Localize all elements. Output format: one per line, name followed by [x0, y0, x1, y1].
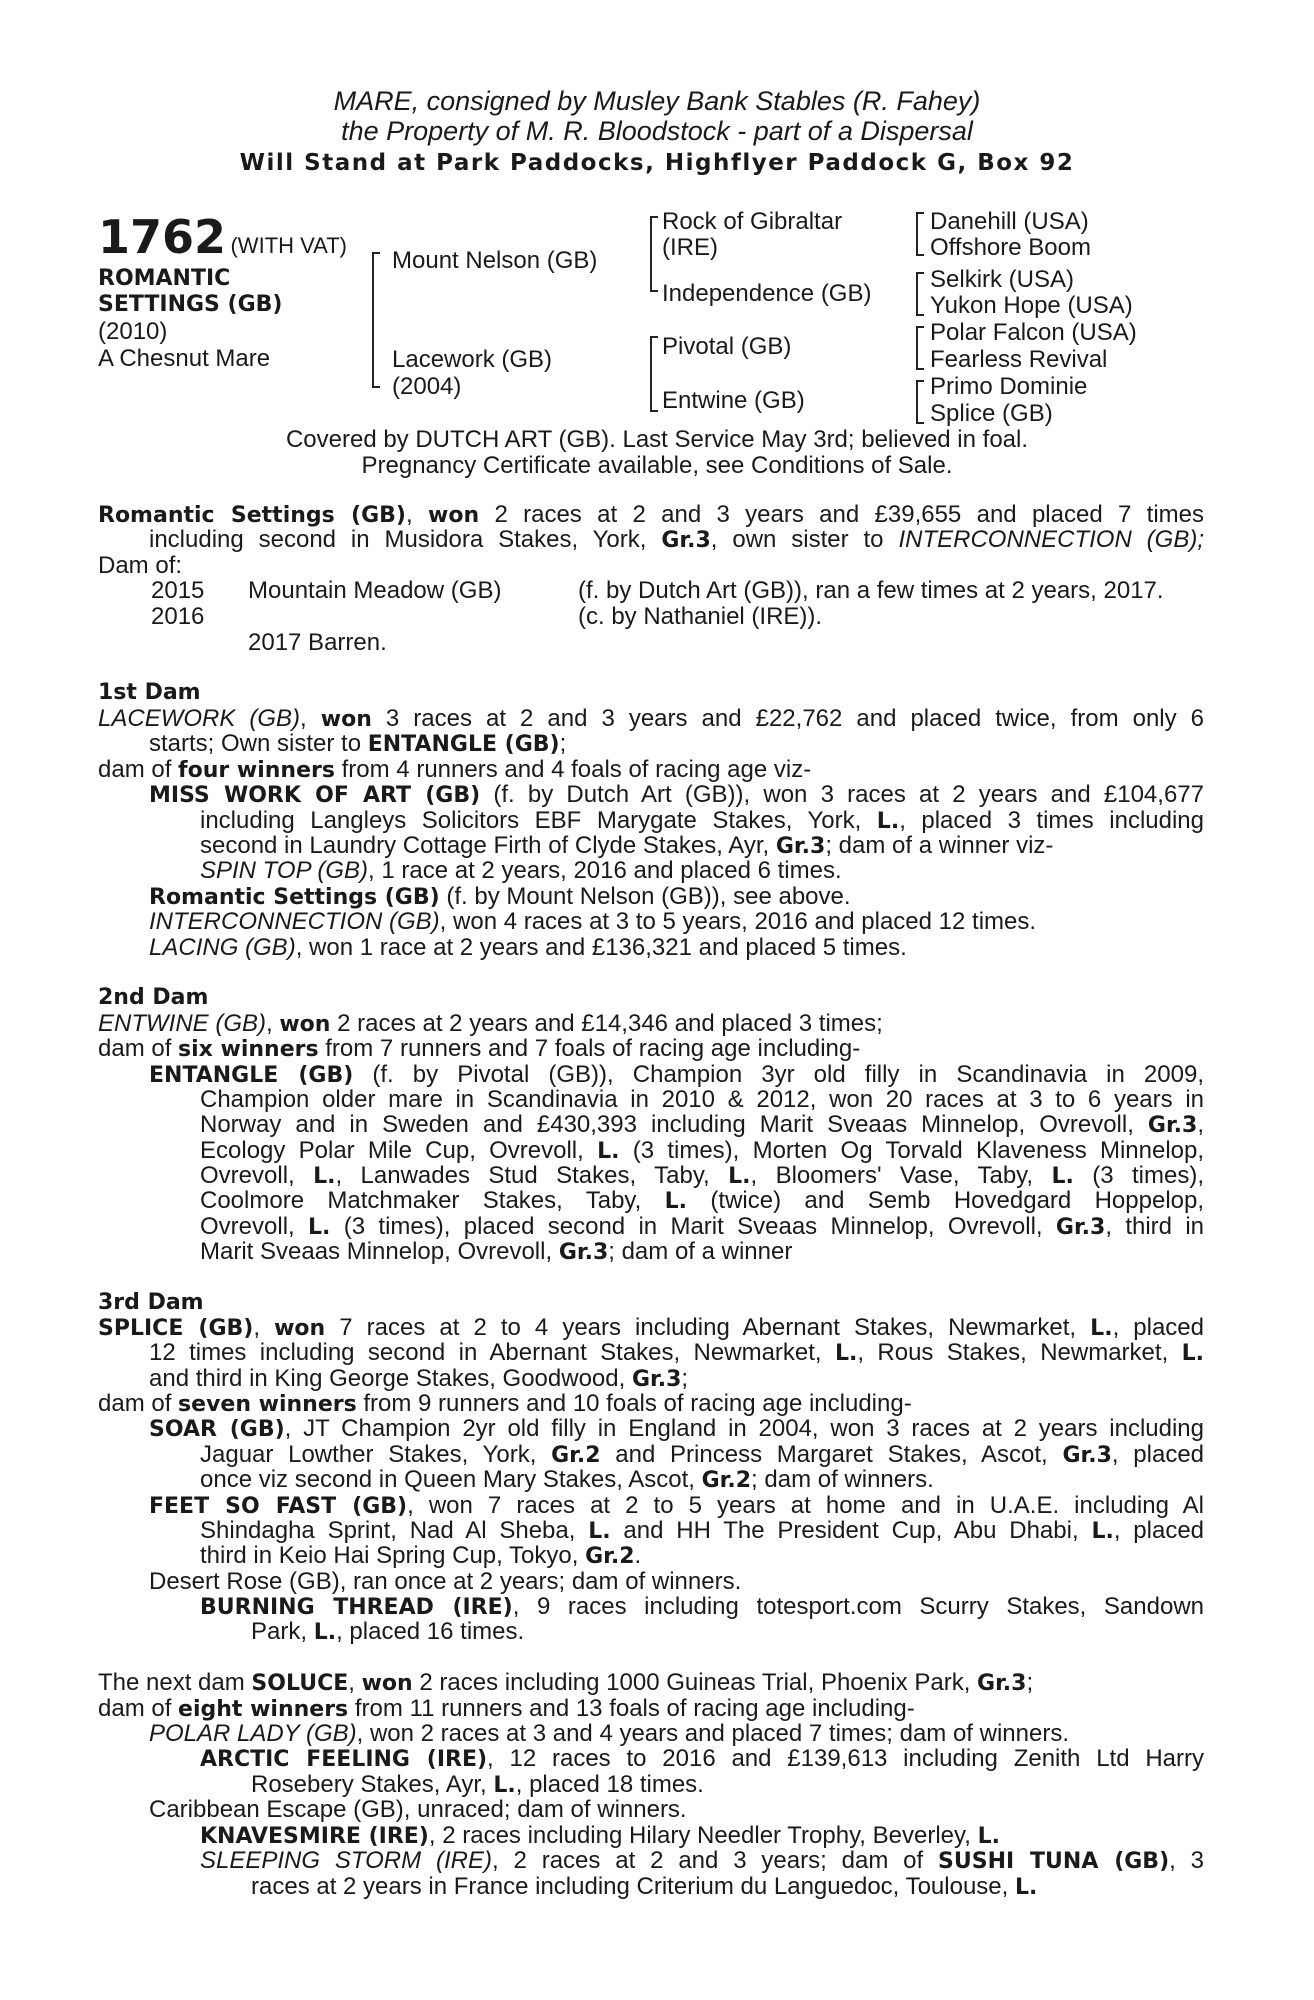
pedigree-brace-3b — [916, 272, 918, 316]
punct: ; — [1026, 1669, 1034, 1696]
grade-bold: Gr.3 — [558, 1240, 609, 1265]
pedigree-g8: Splice (GB) — [930, 400, 1053, 427]
listed-bold: L. — [876, 809, 900, 834]
next-text: , placed 18 times. — [515, 1771, 704, 1798]
winners-bold: six winners — [178, 1037, 319, 1062]
won-bold: won — [428, 503, 480, 528]
punct: , — [253, 1314, 260, 1341]
listed-bold: L. — [1091, 1519, 1114, 1544]
pedigree-sire-sire-line1: Rock of Gibraltar — [662, 208, 843, 235]
produce-year: 2016 — [151, 603, 205, 630]
dam2-text: Coolmore Matchmaker Stakes, Taby, — [200, 1187, 642, 1214]
dam2-line — [200, 1214, 1204, 1240]
dam3-text: , Rous Stakes, Newmarket, — [857, 1339, 1169, 1366]
sister-name: INTERCONNECTION (GB); — [898, 526, 1204, 553]
dam3-text: , 9 races including totesport.com Scurry Stakes, Sandown — [512, 1593, 1205, 1620]
dam3-text: once viz second in Queen Mary Stakes, Ascot, — [200, 1466, 695, 1493]
grade-bold: Gr.2 — [701, 1468, 752, 1493]
covering-note: Covered by DUTCH ART (GB). Last Service May 3rd; believed in foal. — [285, 426, 1029, 453]
dam1-text: second in Laundry Cottage Firth of Clyde Stakes, Ayr, — [200, 832, 770, 859]
dam3-text: 12 times including second in Abernant Stakes, Newmarket, — [149, 1339, 822, 1366]
dam2-text: Ovrevoll, — [200, 1162, 295, 1189]
dam2-text: (f. by Pivotal (GB)), Champion 3yr old filly in Scandinavia in 2009, — [372, 1061, 1204, 1088]
pedigree-sire: Mount Nelson (GB) — [392, 247, 598, 274]
pedigree-brace-3b-bottom — [916, 314, 924, 316]
pedigree-brace-3c-top — [916, 326, 924, 328]
dam3-text: Park, — [251, 1618, 308, 1645]
dam2-text: from 7 runners and 7 foals of racing age including- — [325, 1035, 861, 1062]
next-text: 2 races including 1000 Guineas Trial, Phoenix Park, — [419, 1669, 971, 1696]
dam-name: LACEWORK (GB) — [98, 705, 301, 732]
listed-bold: L. — [493, 1773, 516, 1798]
intro-text: , own sister to — [710, 526, 884, 553]
horse-italic: POLAR LADY (GB) — [149, 1720, 357, 1747]
horse-name-line2: SETTINGS (GB) — [98, 292, 283, 317]
dam2-text: Champion older mare in Scandinavia in 2010 & 2012, won 20 races at 3 to 6 years in — [200, 1086, 1204, 1113]
horse-description: A Chesnut Mare — [98, 345, 271, 372]
next-text: The next dam — [98, 1669, 245, 1696]
pedigree-sire-sire-line2: (IRE) — [662, 234, 718, 261]
pedigree-dam-sire: Pivotal (GB) — [662, 333, 792, 360]
dam1-line — [200, 808, 1204, 834]
pedigree-brace-2b — [650, 336, 652, 412]
dam3-line — [98, 1391, 912, 1417]
intro-line — [149, 527, 1204, 553]
dam3-text: ; dam of winners. — [751, 1466, 934, 1493]
pedigree-g1: Danehill (USA) — [930, 208, 1089, 235]
dam1-line — [149, 731, 566, 757]
lot-number-block — [98, 210, 347, 264]
dam3-line — [149, 1340, 1204, 1366]
winners-bold: four winners — [178, 758, 335, 783]
dam3-text: and Princess Margaret Stakes, Ascot, — [615, 1441, 1048, 1468]
next-text: , 2 races at 2 and 3 years; dam of — [491, 1847, 924, 1874]
intro-text: 2 races at 2 and 3 years and £39,655 and placed 7 times — [494, 501, 1205, 528]
pedigree-brace-2a — [650, 216, 652, 292]
dam2-text: Norway and in Sweden and £430,393 including Marit Sveaas Minnelop, Ovrevoll, — [200, 1111, 1134, 1138]
listed-bold: L. — [1090, 1316, 1113, 1341]
punct: . — [634, 1542, 642, 1569]
won-bold: won — [274, 1316, 326, 1341]
punct: , — [1197, 1111, 1205, 1138]
punct: , — [348, 1669, 355, 1696]
dam1-line — [98, 757, 811, 783]
dam1-text: , won 4 races at 3 to 5 years, 2016 and placed 12 times. — [439, 908, 1037, 935]
dam2-line — [200, 1239, 792, 1265]
pedigree-brace-1 — [372, 252, 374, 388]
dam2-text: , Lanwades Stud Stakes, Taby, — [335, 1162, 710, 1189]
pedigree-brace-3c — [916, 326, 918, 370]
dam1-text: (f. by Mount Nelson (GB)), see above. — [446, 883, 851, 910]
grade-bold: Gr.3 — [977, 1671, 1027, 1696]
dam-of-label: Dam of: — [98, 552, 183, 579]
next-dam-line — [251, 1874, 1037, 1900]
dam3-line — [200, 1518, 1204, 1544]
dam1-line — [149, 884, 851, 910]
dam2-line — [200, 1163, 1204, 1189]
dam1-text: including Langleys Solicitors EBF Marygate Stakes, York, — [200, 807, 862, 834]
grade-bold: Gr.3 — [631, 1367, 682, 1392]
pedigree-g5: Polar Falcon (USA) — [930, 319, 1137, 346]
dam2-text: , Bloomers' Vase, Taby, — [750, 1162, 1034, 1189]
third-dam-heading: 3rd Dam — [98, 1290, 204, 1315]
dam2-line — [98, 1036, 860, 1062]
dam3-text: Shindagha Sprint, Nad Al Sheba, — [200, 1517, 576, 1544]
dam-name: SPLICE (GB) — [98, 1316, 254, 1341]
dam3-text: , JT Champion 2yr old filly in England in 2004, won 3 races at 2 years including — [284, 1415, 1204, 1442]
dam3-text: , won 7 races at 2 to 5 years at home and in U.A.E. including Al — [407, 1492, 1204, 1519]
dam3-text: Jaguar Lowther Stakes, York, — [200, 1441, 537, 1468]
dam1-text: , won 1 race at 2 years and £136,321 and placed 5 times. — [295, 934, 907, 961]
next-dam-line — [251, 1772, 704, 1798]
lot-number: 1762 — [98, 210, 227, 264]
pedigree-g2: Offshore Boom — [930, 234, 1091, 261]
listed-bold: L. — [313, 1164, 336, 1189]
header-location: Will Stand at Park Paddocks, Highflyer Paddock G, Box 92 — [239, 150, 1075, 176]
next-text: , 12 races to 2016 and £139,613 including Zenith Ltd Harry — [487, 1745, 1205, 1772]
dam3-text: from 9 runners and 10 foals of racing age including- — [363, 1390, 912, 1417]
punct: ; — [559, 730, 567, 757]
dam3-line — [200, 1543, 641, 1569]
produce-note: (c. by Nathaniel (IRE)). — [578, 603, 823, 630]
intro-line: Romantic Settings (GB), won 2 races at 2 and 3 years and £39,655 and placed 7 times — [98, 501, 1205, 528]
winner-name: ENTANGLE (GB) — [149, 1063, 354, 1088]
winner-name: ARCTIC FEELING (IRE) — [200, 1747, 488, 1772]
listed-bold: L. — [588, 1519, 611, 1544]
header-consignor: MARE, consigned by Musley Bank Stables (R. Fahey) — [333, 86, 981, 116]
dam2-text: , third in — [1105, 1213, 1205, 1240]
dam1-text: from 4 runners and 4 foals of racing age viz- — [341, 756, 812, 783]
dam3-text: third in Keio Hai Spring Cup, Tokyo, — [200, 1542, 579, 1569]
listed-bold: L. — [308, 1215, 331, 1240]
next-text: dam of — [98, 1695, 172, 1722]
next-text: races at 2 years in France including Criterium du Languedoc, Toulouse, — [251, 1873, 1009, 1900]
dam3-text: 7 races at 2 to 4 years including Abernant Stakes, Newmarket, — [339, 1314, 1077, 1341]
pedigree-g4: Yukon Hope (USA) — [930, 292, 1133, 319]
grade-bold: Gr.3 — [1147, 1113, 1198, 1138]
produce-note: (f. by Dutch Art (GB)), ran a few times at 2 years, 2017. — [578, 577, 1164, 604]
pedigree-brace-3b-top — [916, 272, 924, 274]
dam3-line — [149, 1493, 1204, 1519]
next-text: , 3 — [1169, 1847, 1205, 1874]
dam2-text: Ovrevoll, — [200, 1213, 295, 1240]
next-dam-line — [149, 1721, 1069, 1746]
dam1-line — [200, 833, 1053, 859]
dam2-text: 2 races at 2 years and £14,346 and placed 3 times; — [337, 1010, 883, 1037]
next-text: Rosebery Stakes, Ayr, — [251, 1771, 487, 1798]
dam3-text: dam of — [98, 1390, 172, 1417]
dam3-text: , placed 16 times. — [336, 1618, 525, 1645]
vat-note: (WITH VAT) — [230, 233, 347, 258]
dam1-line — [149, 909, 1036, 934]
pedigree-g6: Fearless Revival — [930, 346, 1108, 373]
pedigree-brace-3d-bottom — [916, 422, 924, 424]
punct: , — [300, 705, 307, 732]
next-dam-line: Caribbean Escape (GB), unraced; dam of winners. — [149, 1796, 687, 1823]
pedigree-g7: Primo Dominie — [930, 373, 1088, 400]
dam1-text: starts; Own sister to — [149, 730, 362, 757]
dam2-line — [98, 1011, 883, 1037]
winner-name: MISS WORK OF ART (GB) — [149, 783, 481, 808]
winner-name: Romantic Settings (GB) — [149, 885, 440, 910]
listed-bold: L. — [1181, 1341, 1204, 1366]
dam3-line: Desert Rose (GB), ran once at 2 years; dam of winners. — [149, 1568, 742, 1595]
second-dam-heading: 2nd Dam — [98, 985, 209, 1010]
punct: , — [266, 1010, 273, 1037]
dam1-text: dam of — [98, 756, 172, 783]
winner-name: SUSHI TUNA (GB) — [938, 1849, 1170, 1874]
next-dam-line — [200, 1848, 1204, 1874]
dam1-text: ; dam of a winner viz- — [825, 832, 1054, 859]
dam3-line — [251, 1619, 524, 1645]
horse-name-bold: Romantic Settings (GB) — [98, 503, 406, 528]
won-bold: won — [361, 1671, 413, 1696]
dam1-line — [149, 935, 907, 960]
dam2-text: (twice) and Semb Hovedgard Hoppelop, — [710, 1187, 1205, 1214]
winners-bold: seven winners — [178, 1392, 357, 1417]
next-dam-line — [98, 1670, 1033, 1696]
listed-bold: L. — [834, 1341, 858, 1366]
listed-bold: L. — [1051, 1164, 1074, 1189]
pedigree-dam-year: (2004) — [392, 373, 462, 400]
dam2-line — [200, 1138, 1204, 1164]
dam3-line — [200, 1594, 1204, 1620]
dam3-line — [200, 1467, 934, 1493]
dam1-text: , 1 race at 2 years, 2016 and placed 6 times. — [368, 857, 842, 884]
pedigree-brace-2a-top — [650, 216, 658, 218]
winners-bold: eight winners — [178, 1697, 349, 1722]
dam3-text: , placed — [1111, 1441, 1205, 1468]
dam2-text: (3 times), placed second in Marit Sveaas Minnelop, Ovrevoll, — [343, 1213, 1043, 1240]
pedigree-dam: Lacework (GB) — [392, 346, 553, 373]
winner-name: FEET SO FAST (GB) — [149, 1494, 408, 1519]
punct: ; — [681, 1365, 689, 1392]
sister-bold: ENTANGLE (GB) — [367, 732, 560, 757]
pregnancy-note: Pregnancy Certificate available, see Conditions of Sale. — [361, 452, 953, 479]
next-dam-line — [200, 1823, 1000, 1849]
grade-bold: Gr.3 — [1055, 1215, 1106, 1240]
produce-year: 2015 — [151, 577, 205, 604]
dam1-line — [200, 858, 842, 883]
horse-italic: SLEEPING STORM (IRE) — [200, 1847, 492, 1874]
dam-name: ENTWINE (GB) — [98, 1010, 266, 1037]
next-dam-line — [98, 1696, 915, 1722]
next-text: from 11 runners and 13 foals of racing age including- — [354, 1695, 915, 1722]
dam2-text: Ecology Polar Mile Cup, Ovrevoll, — [200, 1137, 584, 1164]
pedigree-brace-2b-top — [650, 336, 658, 338]
grade-bold: Gr.3 — [661, 528, 711, 553]
dam3-text: , placed — [1113, 1517, 1205, 1544]
grade-bold: Gr.2 — [551, 1443, 601, 1468]
pedigree-g3: Selkirk (USA) — [930, 266, 1075, 293]
won-bold: won — [320, 707, 372, 732]
pedigree-brace-3a — [916, 212, 918, 256]
dam2-text: ; dam of a winner — [608, 1238, 793, 1265]
dam2-line — [149, 1062, 1204, 1088]
winner-name: BURNING THREAD (IRE) — [200, 1595, 513, 1620]
listed-bold: L. — [597, 1139, 620, 1164]
grade-bold: Gr.3 — [1062, 1443, 1112, 1468]
winner-name: KNAVESMIRE (IRE) — [200, 1824, 429, 1849]
dam1-text: (f. by Dutch Art (GB)), won 3 races at 2 years and £104,677 — [493, 781, 1204, 808]
dam3-text: and third in King George Stakes, Goodwood, — [149, 1365, 626, 1392]
dam3-line — [200, 1442, 1204, 1468]
dam3-line — [149, 1366, 688, 1392]
pedigree-dam-dam: Entwine (GB) — [662, 387, 805, 414]
dam2-line — [200, 1112, 1204, 1138]
pedigree-brace-2a-bottom — [650, 290, 658, 292]
pedigree-brace-3a-bottom — [916, 254, 924, 256]
pedigree-brace-3a-top — [916, 212, 924, 214]
pedigree-brace-3d-top — [916, 380, 924, 382]
listed-bold: L. — [728, 1164, 751, 1189]
horse-italic: INTERCONNECTION (GB) — [149, 908, 440, 935]
first-dam-heading: 1st Dam — [98, 680, 201, 705]
dam2-line — [200, 1188, 1204, 1214]
dam3-text: , placed — [1112, 1314, 1205, 1341]
listed-bold: L. — [313, 1620, 337, 1645]
next-dam-line — [200, 1746, 1204, 1772]
listed-bold: L. — [1014, 1875, 1038, 1900]
dam2-text: Marit Sveaas Minnelop, Ovrevoll, — [200, 1238, 553, 1265]
dam3-line — [149, 1416, 1204, 1442]
dam1-line — [98, 706, 1204, 732]
next-text: , 2 races including Hilary Needler Trophy, Beverley, — [428, 1822, 971, 1849]
grade-bold: Gr.2 — [585, 1544, 635, 1569]
intro-text: including second in Musidora Stakes, York, — [149, 526, 647, 553]
horse-italic: LACING (GB) — [149, 934, 296, 961]
pedigree-sire-dam: Independence (GB) — [662, 280, 872, 307]
header-property: the Property of M. R. Bloodstock - part of a Dispersal — [341, 116, 973, 146]
produce-name: Mountain Meadow (GB) — [248, 577, 502, 604]
produce-barren: 2017 Barren. — [248, 629, 387, 656]
horse-year: (2010) — [98, 318, 168, 345]
dam2-text: dam of — [98, 1035, 172, 1062]
next-text: , won 2 races at 3 and 4 years and placed 7 times; dam of winners. — [356, 1720, 1070, 1747]
dam2-line — [200, 1087, 1204, 1112]
dam1-text: 3 races at 2 and 3 years and £22,762 and placed twice, from only 6 — [385, 705, 1204, 732]
pedigree-brace-3c-bottom — [916, 368, 924, 370]
dam1-line — [149, 782, 1204, 808]
grade-bold: Gr.3 — [775, 834, 826, 859]
pedigree-brace-2b-bottom — [650, 410, 658, 412]
dam3-text: and HH The President Cup, Abu Dhabi, — [623, 1517, 1079, 1544]
won-bold: won — [279, 1012, 331, 1037]
dam2-text: (3 times), Morten Og Torvald Klaveness Minnelop, — [632, 1137, 1205, 1164]
pedigree-brace-1-top — [372, 252, 380, 254]
listed-bold: L. — [977, 1824, 1000, 1849]
listed-bold: L. — [664, 1189, 688, 1214]
dam-name: SOLUCE — [251, 1671, 349, 1696]
pedigree-brace-3d — [916, 380, 918, 424]
horse-italic: SPIN TOP (GB) — [200, 857, 369, 884]
pedigree-brace-1-bottom — [372, 386, 380, 388]
dam3-line — [98, 1315, 1204, 1341]
horse-name-line1: ROMANTIC — [98, 266, 231, 291]
winner-name: SOAR (GB) — [149, 1417, 285, 1442]
dam2-text: (3 times), — [1092, 1162, 1205, 1189]
dam1-text: , placed 3 times including — [899, 807, 1204, 834]
